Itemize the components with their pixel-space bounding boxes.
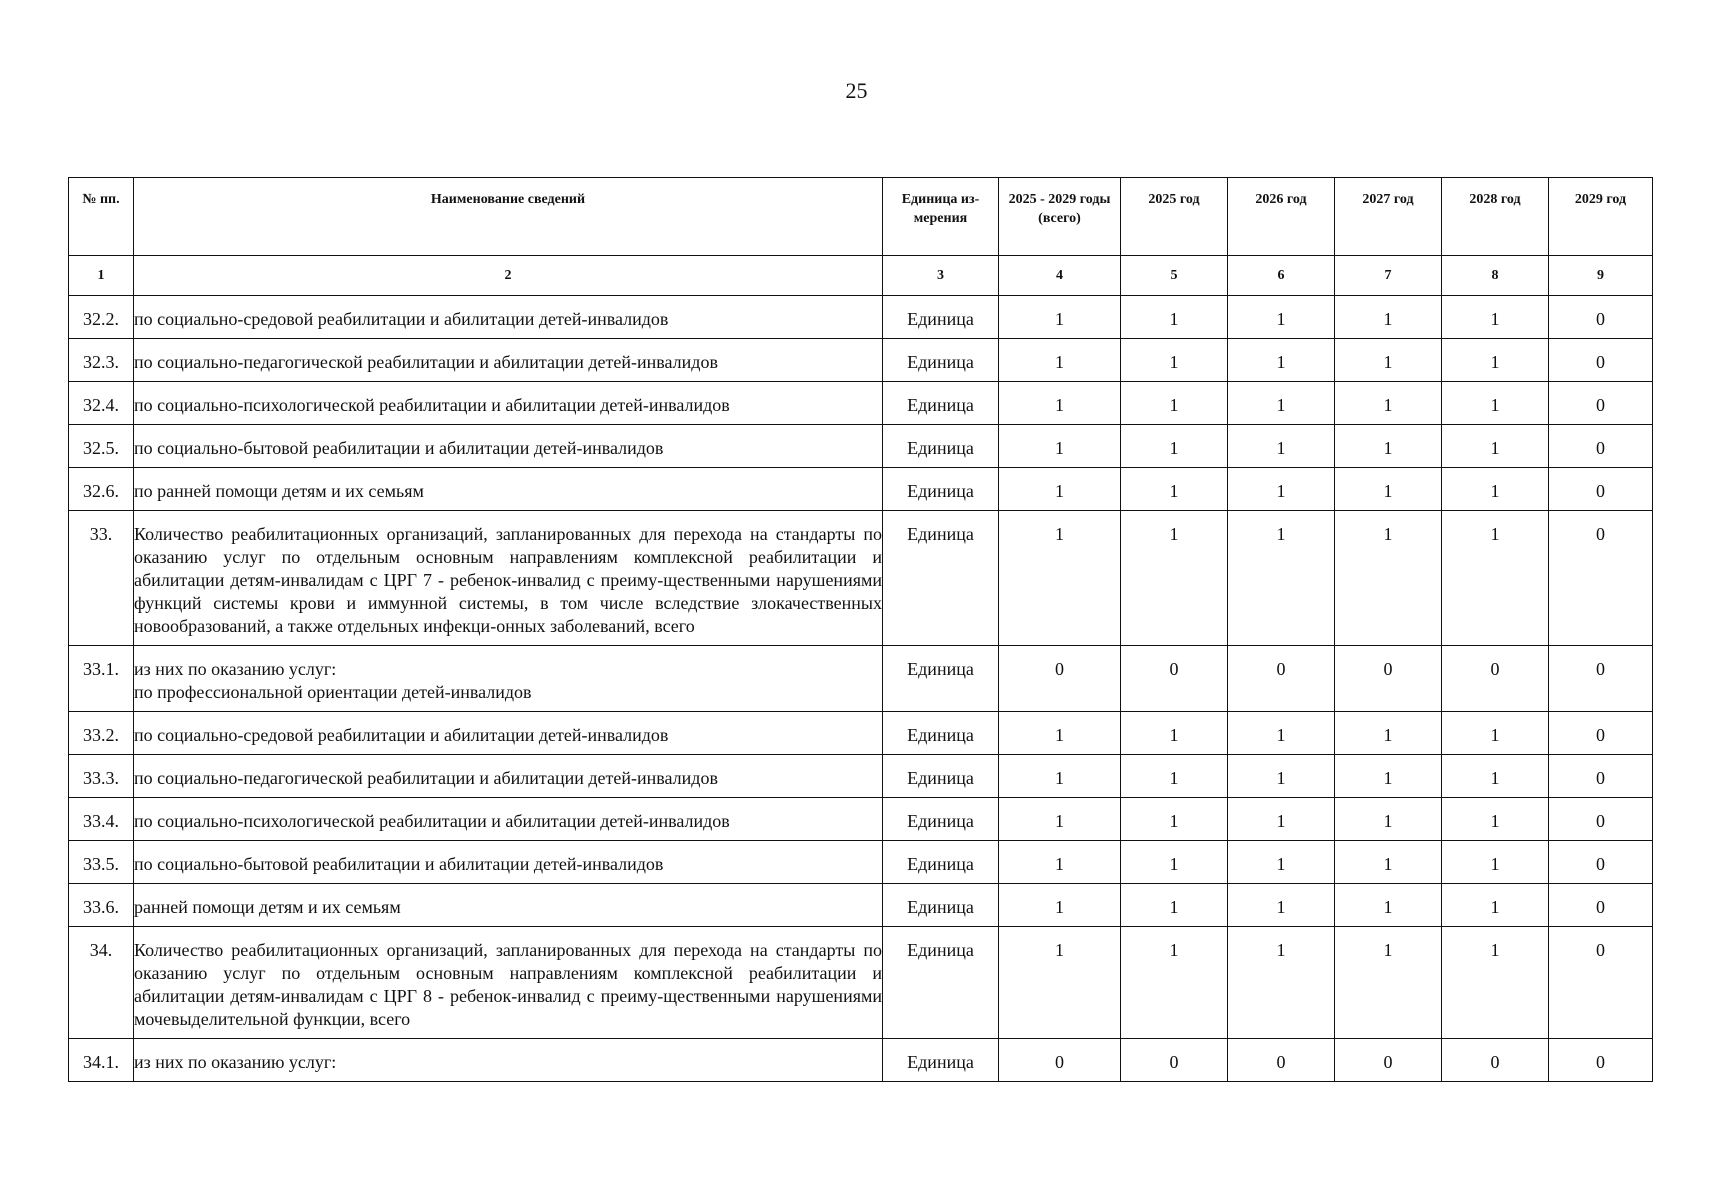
row-number: 32.3.	[69, 339, 134, 382]
row-value: 0	[1549, 1039, 1653, 1082]
row-name-text: по социально-педагогической реабилитации и абилитации детей-инвалидов	[134, 768, 718, 788]
row-value: 1	[1442, 798, 1549, 841]
row-value: 1	[1121, 841, 1228, 884]
table-row	[69, 755, 1653, 798]
row-value: 1	[1228, 296, 1335, 339]
row-value: 1	[1442, 755, 1549, 798]
row-value: 1	[1335, 712, 1442, 755]
row-value: 1	[999, 884, 1121, 927]
row-value: 0	[1549, 841, 1653, 884]
row-value: 0	[1228, 1039, 1335, 1082]
row-value: 1	[999, 468, 1121, 511]
table-row	[69, 511, 1653, 646]
row-unit: Единица	[883, 646, 999, 712]
row-value: 0	[999, 1039, 1121, 1082]
row-name	[134, 382, 883, 425]
row-name-text: по социально-педагогической реабилитации и абилитации детей-инвалидов	[134, 352, 718, 372]
row-unit: Единица	[883, 841, 999, 884]
row-value: 1	[1121, 755, 1228, 798]
header-num: № пп.	[69, 178, 134, 256]
row-value: 1	[1442, 425, 1549, 468]
table-row	[69, 712, 1653, 755]
row-name	[134, 296, 883, 339]
row-name-text: из них по оказанию услуг:	[134, 659, 337, 679]
row-name-text: по социально-средовой реабилитации и абилитации детей-инвалидов	[134, 725, 669, 745]
row-value: 1	[999, 841, 1121, 884]
row-value: 1	[999, 296, 1121, 339]
row-number: 34.	[69, 927, 134, 1039]
row-name	[134, 468, 883, 511]
column-number-row	[69, 256, 1653, 296]
row-value: 1	[1335, 511, 1442, 646]
row-number: 34.1.	[69, 1039, 134, 1082]
row-unit: Единица	[883, 511, 999, 646]
row-value: 1	[1228, 927, 1335, 1039]
row-value: 1	[1228, 755, 1335, 798]
row-value: 1	[999, 927, 1121, 1039]
row-name	[134, 339, 883, 382]
table-body	[69, 296, 1653, 1082]
row-name-text: из них по оказанию услуг:	[134, 1052, 337, 1072]
row-unit: Единица	[883, 755, 999, 798]
row-value: 1	[1228, 712, 1335, 755]
row-unit: Единица	[883, 712, 999, 755]
row-value: 1	[1335, 841, 1442, 884]
row-value: 1	[1442, 382, 1549, 425]
row-value: 1	[999, 511, 1121, 646]
row-name-text: Количество реабилитационных организаций, запланированных для перехода на стандарты по оказанию услуг по отдельным основным направлениям комплексной реабилитации и абилитации детям-инвалидам с ЦРГ 7 - ребенок-инвалид с преиму-щественными нарушениями функций системы крови и иммунной системы, в том числе вследствие злокачественных новообразований, а также отдельных инфекци-онных заболеваний, всего	[134, 524, 882, 636]
column-number: 5	[1121, 256, 1228, 296]
row-value: 1	[1442, 296, 1549, 339]
row-unit: Единица	[883, 798, 999, 841]
table-row	[69, 841, 1653, 884]
header-2028: 2028 год	[1442, 178, 1549, 256]
row-value: 1	[1121, 798, 1228, 841]
row-value: 1	[999, 798, 1121, 841]
data-table	[68, 177, 1653, 1082]
row-unit: Единица	[883, 927, 999, 1039]
row-value: 1	[1335, 884, 1442, 927]
row-name	[134, 425, 883, 468]
row-value: 1	[1228, 468, 1335, 511]
row-name	[134, 1039, 883, 1082]
row-value: 1	[1121, 927, 1228, 1039]
row-value: 1	[1121, 884, 1228, 927]
row-value: 1	[1335, 296, 1442, 339]
row-value: 1	[1335, 798, 1442, 841]
row-value: 1	[1121, 425, 1228, 468]
row-value: 0	[1121, 646, 1228, 712]
row-value: 0	[1549, 755, 1653, 798]
row-unit: Единица	[883, 296, 999, 339]
row-number: 32.4.	[69, 382, 134, 425]
header-2029: 2029 год	[1549, 178, 1653, 256]
row-value: 1	[1121, 511, 1228, 646]
row-value: 1	[1228, 884, 1335, 927]
row-value: 1	[1228, 841, 1335, 884]
row-name	[134, 712, 883, 755]
row-value: 0	[1442, 1039, 1549, 1082]
row-value: 1	[1121, 712, 1228, 755]
row-value: 1	[1121, 339, 1228, 382]
row-unit: Единица	[883, 382, 999, 425]
row-number: 32.2.	[69, 296, 134, 339]
table-row	[69, 339, 1653, 382]
row-name-text: по социально-средовой реабилитации и абилитации детей-инвалидов	[134, 309, 669, 329]
row-value: 0	[1549, 468, 1653, 511]
row-name-text: по профессиональной ориентации детей-инвалидов	[134, 682, 532, 702]
row-unit: Единица	[883, 339, 999, 382]
column-number: 8	[1442, 256, 1549, 296]
row-value: 0	[1549, 712, 1653, 755]
row-value: 1	[1335, 927, 1442, 1039]
row-value: 1	[1442, 468, 1549, 511]
row-value: 1	[999, 755, 1121, 798]
row-name-text: Количество реабилитационных организаций, запланированных для перехода на стандарты по оказанию услуг по отдельным основным направлениям комплексной реабилитации и абилитации детям-инвалидам с ЦРГ 8 - ребенок-инвалид с преиму-щественными нарушениями мочевыделительной функции, всего	[134, 940, 882, 1029]
row-number: 33.2.	[69, 712, 134, 755]
row-value: 1	[1442, 884, 1549, 927]
row-value: 1	[1228, 425, 1335, 468]
header-unit: Единица из-мерения	[883, 178, 999, 256]
row-value: 1	[999, 425, 1121, 468]
row-value: 0	[999, 646, 1121, 712]
row-number: 32.5.	[69, 425, 134, 468]
table-row	[69, 1039, 1653, 1082]
row-name	[134, 884, 883, 927]
row-number: 33.1.	[69, 646, 134, 712]
row-unit: Единица	[883, 468, 999, 511]
row-value: 1	[1121, 382, 1228, 425]
header-2025: 2025 год	[1121, 178, 1228, 256]
row-value: 0	[1121, 1039, 1228, 1082]
row-number: 32.6.	[69, 468, 134, 511]
row-value: 0	[1549, 927, 1653, 1039]
row-unit: Единица	[883, 425, 999, 468]
row-value: 1	[1335, 468, 1442, 511]
column-number: 7	[1335, 256, 1442, 296]
row-number: 33.5.	[69, 841, 134, 884]
table-row	[69, 382, 1653, 425]
row-name	[134, 798, 883, 841]
row-name	[134, 927, 883, 1039]
page-number: 25	[845, 78, 868, 103]
header-row	[69, 178, 1653, 256]
header-total: 2025 - 2029 годы (всего)	[999, 178, 1121, 256]
row-value: 1	[1442, 712, 1549, 755]
row-number: 33.4.	[69, 798, 134, 841]
row-value: 0	[1549, 425, 1653, 468]
row-value: 1	[1335, 382, 1442, 425]
row-name-text: по социально-бытовой реабилитации и абилитации детей-инвалидов	[134, 438, 664, 458]
table-row	[69, 296, 1653, 339]
row-value: 0	[1549, 296, 1653, 339]
row-value: 1	[999, 382, 1121, 425]
row-value: 0	[1549, 339, 1653, 382]
row-value: 1	[1335, 425, 1442, 468]
row-value: 1	[1121, 296, 1228, 339]
row-name	[134, 755, 883, 798]
row-value: 1	[1442, 927, 1549, 1039]
table-row	[69, 425, 1653, 468]
row-name-text: по ранней помощи детям и их семьям	[134, 481, 424, 501]
row-name-text: по социально-психологической реабилитации и абилитации детей-инвалидов	[134, 395, 730, 415]
row-value: 0	[1228, 646, 1335, 712]
table-row	[69, 468, 1653, 511]
row-value: 1	[999, 339, 1121, 382]
row-value: 1	[1228, 798, 1335, 841]
row-value: 0	[1549, 884, 1653, 927]
row-name-text: по социально-бытовой реабилитации и абилитации детей-инвалидов	[134, 854, 664, 874]
row-value: 0	[1549, 798, 1653, 841]
row-value: 1	[1228, 511, 1335, 646]
row-value: 1	[1121, 468, 1228, 511]
header-2026: 2026 год	[1228, 178, 1335, 256]
column-number: 9	[1549, 256, 1653, 296]
column-number: 3	[883, 256, 999, 296]
row-value: 1	[1228, 339, 1335, 382]
row-value: 0	[1335, 646, 1442, 712]
row-name-text: ранней помощи детям и их семьям	[134, 897, 401, 917]
row-name	[134, 841, 883, 884]
row-value: 0	[1549, 382, 1653, 425]
column-number: 1	[69, 256, 134, 296]
row-value: 0	[1549, 646, 1653, 712]
row-name	[134, 511, 883, 646]
row-name	[134, 646, 883, 712]
header-name: Наименование сведений	[134, 178, 883, 256]
row-name-text: по социально-психологической реабилитации и абилитации детей-инвалидов	[134, 811, 730, 831]
row-number: 33.6.	[69, 884, 134, 927]
table-row	[69, 927, 1653, 1039]
row-unit: Единица	[883, 884, 999, 927]
row-value: 0	[1442, 646, 1549, 712]
column-number: 4	[999, 256, 1121, 296]
row-value: 0	[1549, 511, 1653, 646]
table-row	[69, 646, 1653, 712]
row-value: 1	[1442, 841, 1549, 884]
table-row	[69, 798, 1653, 841]
column-number: 6	[1228, 256, 1335, 296]
row-value: 1	[1442, 511, 1549, 646]
row-value: 1	[1335, 755, 1442, 798]
column-number: 2	[134, 256, 883, 296]
row-value: 1	[1228, 382, 1335, 425]
table-row	[69, 884, 1653, 927]
row-value: 0	[1335, 1039, 1442, 1082]
row-number: 33.3.	[69, 755, 134, 798]
row-value: 1	[1335, 339, 1442, 382]
row-value: 1	[999, 712, 1121, 755]
row-number: 33.	[69, 511, 134, 646]
row-value: 1	[1442, 339, 1549, 382]
header-2027: 2027 год	[1335, 178, 1442, 256]
row-unit: Единица	[883, 1039, 999, 1082]
